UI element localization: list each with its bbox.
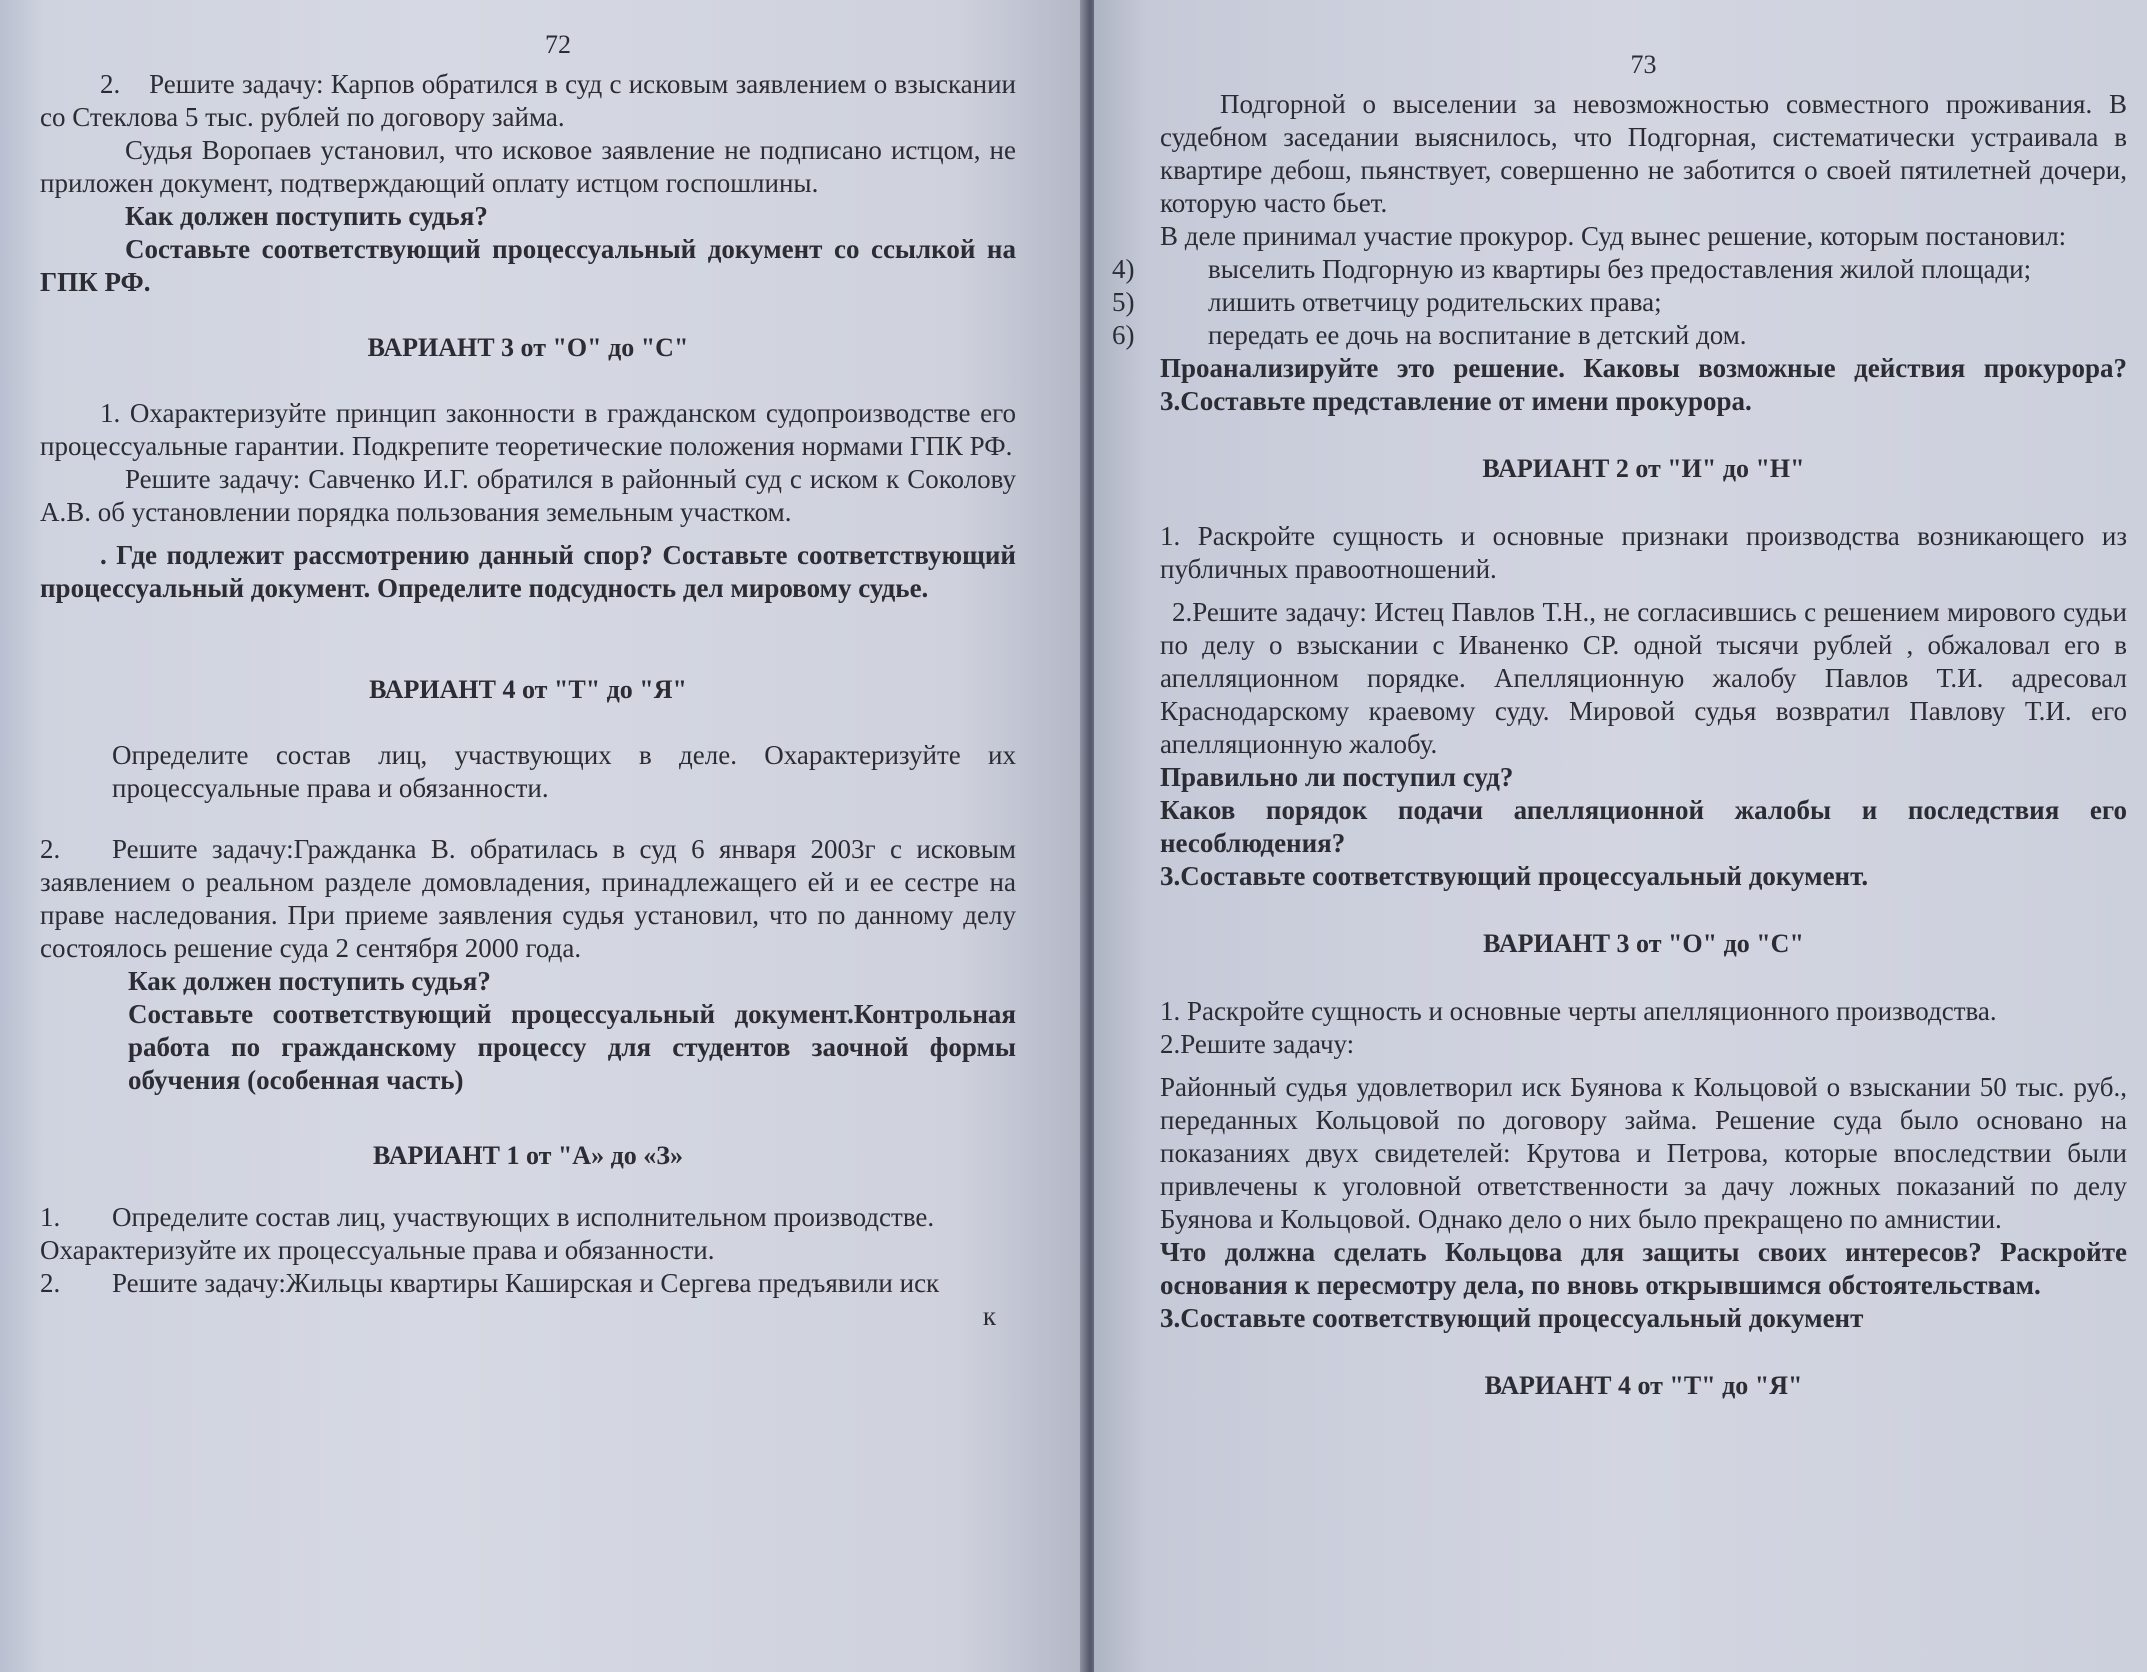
item-number: 2. [40,834,61,864]
item-number: 2. [40,1268,61,1298]
item-number: 1. [40,1202,61,1232]
list-item [40,739,1016,805]
item-number: 6) [1112,320,1135,350]
task-paragraph: Судья Воропаев установил, что исковое заявление не подписано истцом, не приложен документ, подтверждающий оплату истцом госпошлины. [40,135,1016,198]
question: Каков порядок подачи апелляционной жалобы и последствия его несоблюдения? [1160,795,2127,858]
item-text: передать ее дочь на воспитание в детский дом. [1208,320,1747,350]
list-item [1112,319,2127,352]
question: 3.Составьте соответствующий процессуальный документ [1160,1303,1864,1333]
question: Проанализируйте это решение. Каковы возможные действия прокурора? 3.Составьте представление от имени прокурора. [1160,353,2127,416]
item-text: лишить ответчицу родительских права; [1208,287,1662,317]
list-item [1112,253,2127,286]
task-paragraph: 2.Решите задачу: [1160,1029,1355,1059]
task-paragraph: Охарактеризуйте их процессуальные права и обязанности. [40,1235,715,1265]
variant-2-heading-right: ВАРИАНТ 2 от "И" до "Н" [1482,454,1805,483]
continuation-mark: к [982,1301,996,1331]
task-paragraph: Районный судья удовлетворил иск Буянова к Кольцовой о взыскании 50 тыс. руб., переданных Кольцовой по договору займа. Решение суда было основано на показаниях двух свидетелей: Крутова и Петрова, которые впоследствии были привлечены к уголовной ответственности за дачу ложных показаний по делу Буянова и Кольцовой. Однако дело о них было прекращено по амнистии. [1160,1072,2127,1234]
variant-4-heading-right: ВАРИАНТ 4 от "Т" до "Я" [1484,1371,1803,1400]
variant-4-heading-left: ВАРИАНТ 4 от "Т" до "Я" [369,675,687,704]
question: Как должен поступить судья? [125,201,488,231]
question: . Где подлежит рассмотрению данный спор? Составьте соответствующий процессуальный документ. Определите подсудность дел мировому судье. [40,540,1016,603]
decision-list [1112,253,2127,352]
list-item [40,1267,1016,1300]
question: Что должна сделать Кольцова для защиты своих интересов? Раскройте основания к пересмотру дела, по вновь открывшимся обстоятельствам. [1160,1237,2127,1300]
page-number-right: 73 [1630,50,1657,79]
list-item [40,833,1016,965]
variant-1-heading-left: ВАРИАНТ 1 от "А» до «З» [373,1141,683,1170]
item-text: Решите задачу:Гражданка В. обратилась в суд 6 января 2003г с исковым заявлением о реальном разделе домовладения, принадлежащего ей и ее сестре на праве наследования. При приеме заявления судья установил, что по данному делу состоялось решение суда 2 сентября 2000 года. [40,834,1016,963]
task-paragraph: 1. Раскройте сущность и основные черты апелляционного производства. [1160,996,1997,1026]
question: 3.Составьте соответствующий процессуальный документ. [1160,861,1869,891]
task-paragraph: 1. Охарактеризуйте принцип законности в гражданском судопроизводстве его процессуальные гарантии. Подкрепите теоретические положения нормами ГПК РФ. [40,398,1016,461]
item-text: выселить Подгорную из квартиры без предоставления жилой площади; [1208,254,2032,284]
task-paragraph: 2.Решите задачу: Истец Павлов Т.Н., не согласившись с решением мирового судьи по делу о взыскании с Иваненко СР. одной тысячи рублей , обжаловал его в апелляционном порядке. Апелляционную жалобу Павлов Т.И. адресовал Краснодарскому краевому суду. Мировой судья возвратил Павлову Т.И. его апелляционную жалобу. [1160,597,2127,759]
item-text: Определите состав лиц, участвующих в деле. Охарактеризуйте их процессуальные права и обязанности. [112,740,1016,803]
page-number-left: 72 [545,30,571,59]
question: Как должен поступить судья? [128,966,491,996]
item-number: 5) [1112,287,1135,317]
task-paragraph: Подгорной о выселении за невозможностью совместного проживания. В судебном заседании выяснилось, что Подгорная, систематически устраивала в квартире дебош, пьянствует, совершенно не заботится о своей пятилетней дочери, которую часто бьет. [1160,89,2127,218]
item-text: Определите состав лиц, участвующих в исполнительном производстве. [112,1202,935,1232]
question: Составьте соответствующий процессуальный документ со ссылкой на ГПК РФ. [40,234,1016,297]
list-item [1112,286,2127,319]
variant-3-heading-right: ВАРИАНТ 3 от "О" до "С" [1483,929,1804,958]
task-paragraph: Решите задачу: Савченко И.Г. обратился в районный суд с иском к Соколову А.В. об установлении порядка пользования земельным участком. [40,464,1016,527]
item-number: 4) [1112,254,1135,284]
item-text: Решите задачу:Жильцы квартиры Каширская и Сергева предъявили иск [112,1268,940,1298]
task-paragraph: 1. Раскройте сущность и основные признаки производства возникающего из публичных правоотношений. [1160,521,2127,584]
question: Составьте соответствующий процессуальный документ.Контрольная работа по гражданскому процессу для студентов заочной формы обучения (особенная часть) [128,999,1016,1095]
variant-3-heading-left: ВАРИАНТ 3 от "О" до "С" [367,333,689,362]
question: Правильно ли поступил суд? [1160,762,1514,792]
list-item [40,1201,1016,1234]
item-number [40,739,112,772]
task-paragraph: 2. Решите задачу: Карпов обратился в суд с исковым заявлением о взыскании со Стеклова 5 тыс. рублей по договору займа. [40,69,1016,132]
task-paragraph: В деле принимал участие прокурор. Суд вынес решение, которым постановил: [1160,221,2067,251]
right-page [1094,0,2147,1672]
